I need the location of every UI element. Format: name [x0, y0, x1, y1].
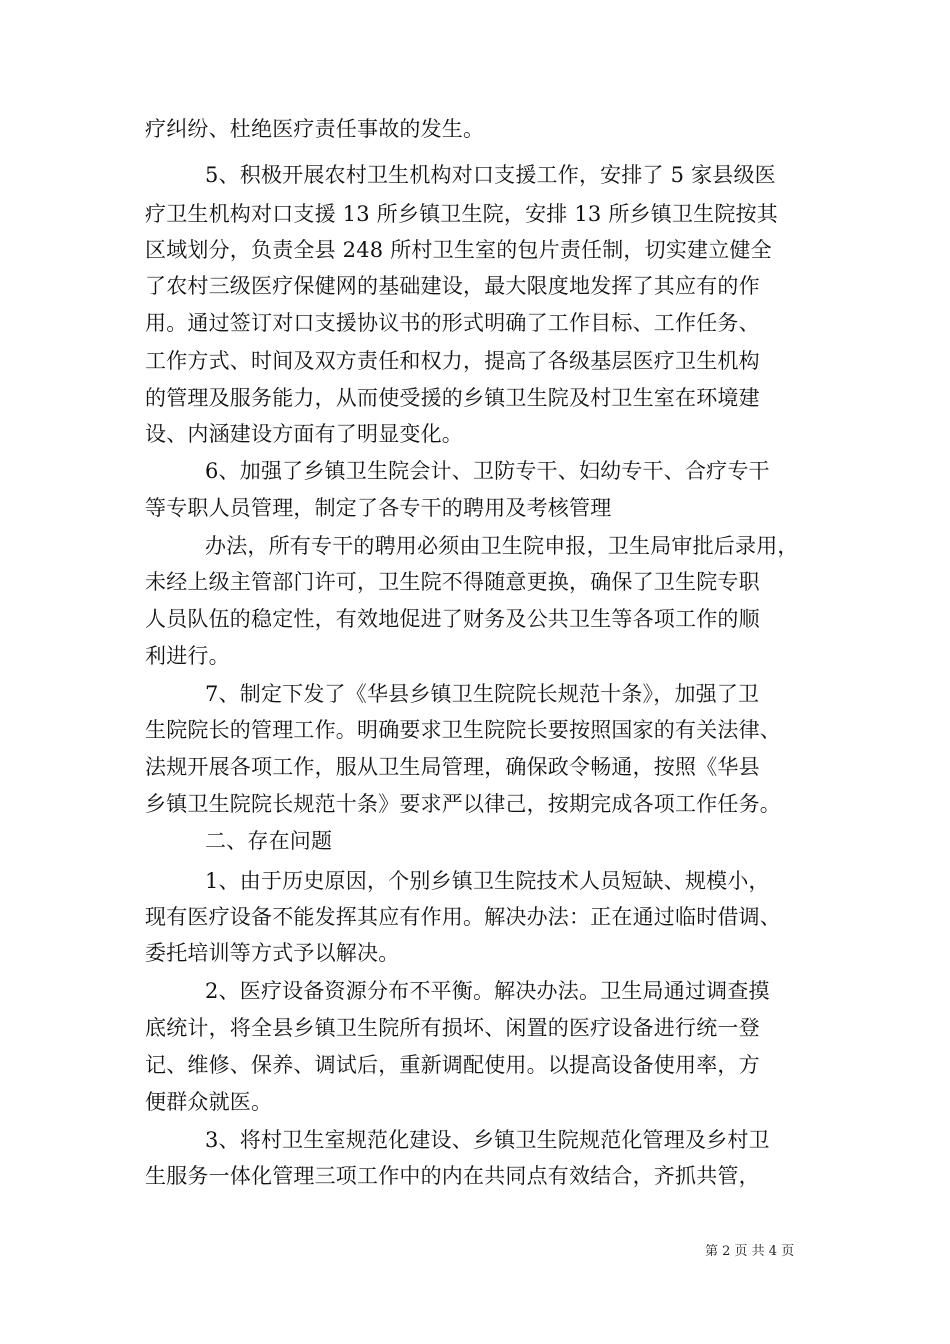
- text-line: 6、加强了乡镇卫生院会计、卫防专干、妇幼专干、合疗专干: [205, 459, 770, 483]
- section-heading: 二、存在问题: [205, 829, 333, 853]
- text-line: 区域划分，负责全县 248 所村卫生室的包片责任制，切实建立健全: [145, 238, 772, 262]
- text-line: 现有医疗设备不能发挥其应有作用。解决办法：正在通过临时借调、: [145, 905, 781, 929]
- text-line: 了农村三级医疗保健网的基础建设，最大限度地发挥了其应有的作: [145, 274, 760, 298]
- text-line: 5、积极开展农村卫生机构对口支援工作，安排了 5 家县级医: [205, 163, 776, 187]
- text-line: 乡镇卫生院院长规范十条》要求严以律己，按期完成各项工作任务。: [145, 792, 781, 816]
- text-line: 设、内涵建设方面有了明显变化。: [145, 422, 463, 446]
- text-line: 用。通过签订对口支援协议书的形式明确了工作目标、工作任务、: [145, 311, 760, 335]
- text-line: 委托培训等方式予以解决。: [145, 941, 400, 965]
- text-line: 的管理及服务能力，从而使受援的乡镇卫生院及村卫生室在环境建: [145, 386, 760, 410]
- text-line: 3、将村卫生室规范化建设、乡镇卫生院规范化管理及乡村卫: [205, 1128, 770, 1152]
- text-line: 等专职人员管理，制定了各专干的聘用及考核管理: [145, 496, 612, 520]
- text-line: 记、维修、保养、调试后，重新调配使用。以提高设备使用率，方: [145, 1053, 760, 1077]
- text-line: 工作方式、时间及双方责任和权力，提高了各级基层医疗卫生机构: [145, 349, 760, 373]
- text-line: 2、医疗设备资源分布不平衡。解决办法。卫生局通过调查摸: [205, 979, 770, 1003]
- text-line: 底统计，将全县乡镇卫生院所有损坏、闲置的医疗设备进行统一登: [145, 1016, 760, 1040]
- text-line: 1、由于历史原因，个别乡镇卫生院技术人员短缺、规模小，: [205, 869, 770, 893]
- text-line: 利进行。: [145, 644, 230, 668]
- text-line: 法规开展各项工作，服从卫生局管理，确保政令畅通，按照《华县: [145, 755, 760, 779]
- text-line: 生服务一体化管理三项工作中的内在共同点有效结合，齐抓共管，: [145, 1164, 760, 1188]
- text-line: 生院院长的管理工作。明确要求卫生院院长要按照国家的有关法律、: [145, 718, 781, 742]
- text-line: 疗卫生机构对口支援 13 所乡镇卫生院，安排 13 所乡镇卫生院按其: [145, 202, 778, 226]
- text-line: 未经上级主管部门许可，卫生院不得随意更换，确保了卫生院专职: [145, 570, 760, 594]
- text-line: 办法，所有专干的聘用必须由卫生院申报，卫生局审批后录用，: [205, 534, 799, 558]
- text-line: 7、制定下发了《华县乡镇卫生院院长规范十条》，加强了卫: [205, 682, 760, 706]
- page-number: 第 2 页 共 4 页: [705, 1244, 795, 1259]
- text-line: 便群众就医。: [145, 1090, 273, 1114]
- text-line: 疗纠纷、杜绝医疗责任事故的发生。: [145, 117, 485, 141]
- text-line: 人员队伍的稳定性，有效地促进了财务及公共卫生等各项工作的顺: [145, 607, 760, 631]
